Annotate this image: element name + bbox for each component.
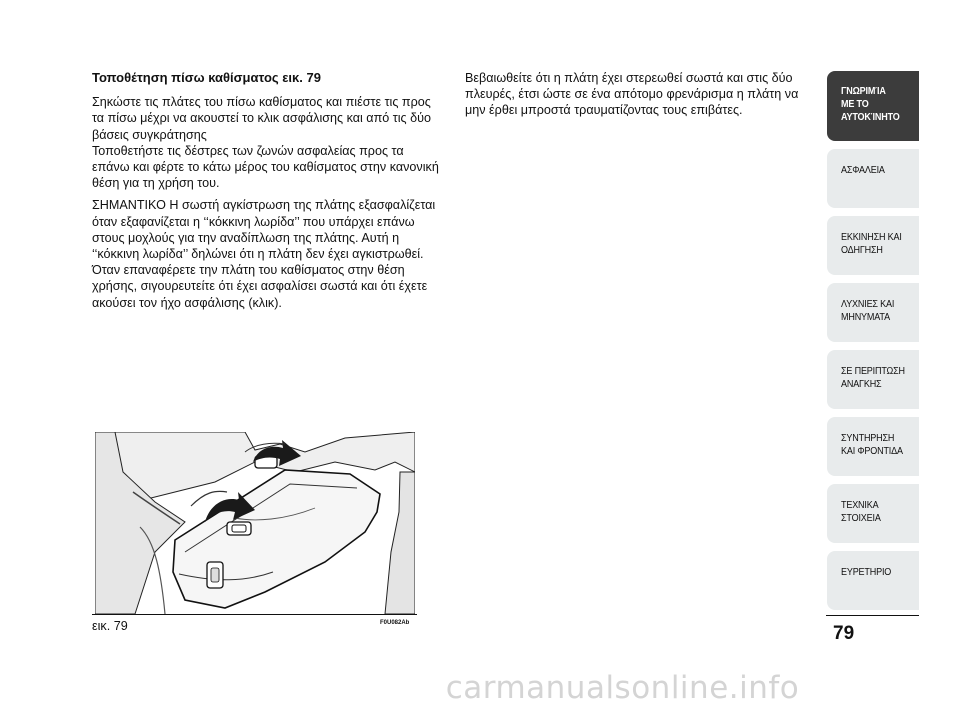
tab-starting-and-driving[interactable] [827, 216, 919, 275]
paragraph-verify-locking: Βεβαιωθείτε ότι η πλάτη έχει στερεωθεί σωστά και στις δύο πλευρές, έτσι ώστε σε ένα απότομο φρενάρισμα η πλάτη να μην έρθει μπροστά τραυματίζοντας τους επιβάτες. [465, 71, 799, 118]
tab-label-line: ΤΕΧΝΙΚΑ [841, 499, 879, 511]
figure-code: F0U082Ab [380, 620, 410, 626]
tab-label-line: ΜΗΝΥΜΑΤΑ [841, 311, 890, 323]
tab-technical-specifications[interactable] [827, 484, 919, 543]
tab-label-line: ΣΤΟΙΧΕΙΑ [841, 512, 881, 524]
tab-in-an-emergency[interactable] [827, 350, 919, 409]
tab-warning-lights-and-messages[interactable] [827, 283, 919, 342]
paragraph-important: ΣΗΜΑΝΤΙΚΟ Η σωστή αγκίστρωση της πλάτης εξασφαλίζεται όταν εξαφανίζεται η ‘‘κόκκινη λωρίδα’’ που υπάρχει επάνω στους μοχλούς για την αναδίπλωση της πλάτης. Αυτή η ‘‘κόκκινη λωρίδα’’ δηλώνει ότι η πλάτη δεν έχει αγκιστρωθεί. Όταν επαναφέρετε την πλάτη του καθίσματος στην θέση χρήσης, σιγουρευτείτε ότι έχει ασφαλίσει σωστά και ότι έχετε ακούσει τον ήχο ασφάλισης (κλικ). [92, 198, 436, 310]
tab-label-line: ΓΝΩΡΙΜΊΑ [841, 85, 886, 97]
tab-label-line: ΑΝΑΓΚΗΣ [841, 378, 882, 390]
tab-servicing-and-care[interactable] [827, 417, 919, 476]
tab-label-line: ΣΥΝΤΗΡΗΣΗ [841, 432, 895, 444]
tab-label-line: ΑΥΤΟΚΊΝΗΤΟ [841, 111, 900, 123]
tab-label-line: ΜΕ ΤΟ [841, 98, 869, 110]
tab-getting-to-know-the-car[interactable] [827, 71, 919, 141]
tab-label-line: ΕΚΚΙΝΗΣΗ ΚΑΙ [841, 231, 902, 243]
page-number-rule [826, 615, 919, 616]
tab-label-line: ΚΑΙ ΦΡΟΝΤΙΔΑ [841, 445, 903, 457]
figure-caption: εικ. 79 [92, 619, 128, 633]
seat-illustration [95, 432, 415, 614]
page-number: 79 [833, 623, 855, 644]
chapter-sidebar [827, 71, 919, 618]
left-column [92, 70, 444, 317]
tab-label-line: ΟΔΗΓΗΣΗ [841, 244, 883, 256]
tab-label-line: ΕΥΡΕΤΗΡΙΟ [841, 566, 892, 578]
section-heading: Τοποθέτηση πίσω καθίσματος εικ. 79 [92, 70, 321, 85]
tab-label-line: ΑΣΦΑΛΕΙΑ [841, 164, 885, 176]
tab-label-line: ΛΥΧΝΙΕΣ ΚΑΙ [841, 298, 895, 310]
watermark: carmanualsonline.info [445, 669, 800, 706]
paragraph-place-belts: Τοποθετήστε τις δέστρες των ζωνών ασφαλείας προς τα επάνω και φέρτε το κάτω μέρος του καθίσματος στην κανονική θέση για τη χρήση του. [92, 143, 439, 191]
right-column [465, 70, 805, 125]
tab-safety[interactable] [827, 149, 919, 208]
figure-divider [92, 614, 417, 615]
paragraph-lift-backrest: Σηκώστε τις πλάτες του πίσω καθίσματος και πιέστε τις προς τα πίσω μέχρι να ακουστεί το κλικ ασφάλισης και από τις δύο βάσεις συγκράτησης [92, 95, 432, 142]
tab-label-line: ΣΕ ΠΕΡΙΠΤΩΣΗ [841, 365, 905, 377]
tab-index[interactable] [827, 551, 919, 610]
